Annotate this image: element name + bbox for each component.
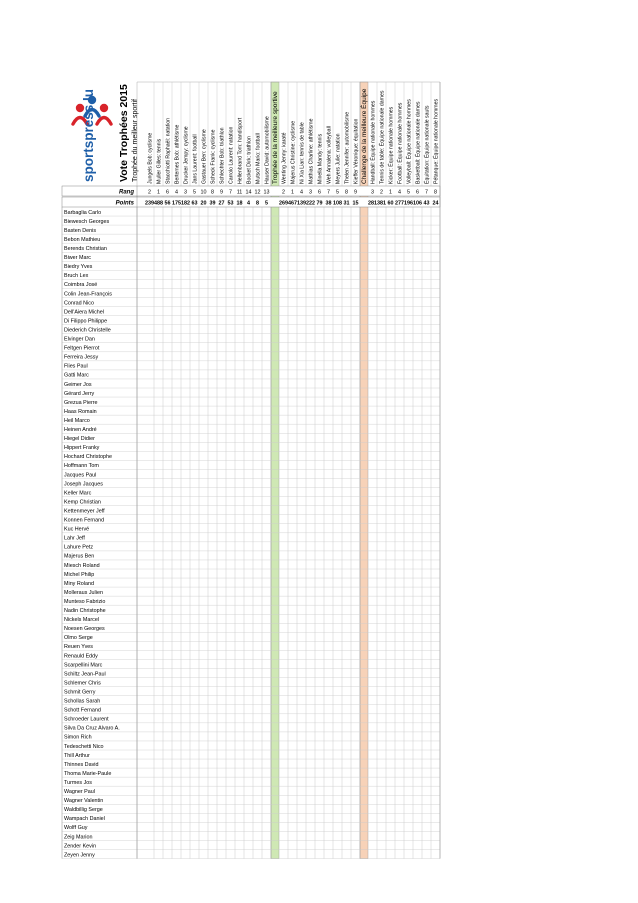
voter-name: Olmo Serge: [64, 635, 93, 642]
voter-name: Thoma Marie-Paule: [64, 770, 112, 777]
voter-name: Munteso Fabrizio: [64, 598, 106, 605]
voter-name: Biwer Marc: [64, 255, 91, 262]
voter-name: Hiegel Didier: [64, 436, 95, 443]
candidate-header-wrap: [309, 118, 315, 184]
rang-value: 6: [416, 189, 419, 196]
rang-label: Rang: [119, 189, 134, 196]
candidate-header-wrap: [424, 105, 431, 184]
candidate-header: Meyers Julie: natation: [335, 133, 342, 184]
candidate-header: Thelen Jennifer: automobilisme: [344, 111, 351, 184]
voter-name: Jacques Paul: [64, 472, 97, 479]
voter-name: Wolff Guy: [64, 825, 88, 832]
candidate-header-wrap: [354, 119, 360, 184]
candidate-header-wrap: [415, 101, 422, 184]
section-label-wrap: [359, 88, 368, 184]
voter-name: Gatti Marc: [64, 372, 89, 379]
voter-name: Feltgen Pierrot: [64, 345, 100, 352]
points-value: 175: [172, 200, 181, 207]
section-label: Trophée de la meilleure sportive: [272, 91, 280, 184]
candidate-header: Gastauer Ben: cyclisme: [201, 129, 208, 184]
voter-name: Gérard Jerry: [64, 390, 95, 397]
candidate-header-wrap: [193, 134, 199, 184]
points-value: 5: [265, 200, 268, 207]
candidate-header-wrap: [157, 138, 163, 184]
voter-name: Molleraus Julien: [64, 589, 103, 596]
voter-name: Scarpellini Marc: [64, 662, 103, 669]
voter-name: Waldbillig Serge: [64, 807, 103, 814]
voter-name: Schmit Gerry: [64, 689, 96, 696]
rang-value: 11: [236, 189, 243, 196]
candidate-header: Football: Équipe nationale hommes: [397, 102, 404, 184]
points-value: 24: [432, 200, 439, 207]
brand-text: sportspress.lu: [81, 88, 96, 182]
voter-name: Bebon Mathieu: [64, 236, 101, 243]
candidate-header: Mutsch Mario: football: [255, 133, 262, 184]
candidate-header-wrap: [433, 99, 440, 184]
candidate-header: Basketball: Équipe nationale dames: [415, 101, 422, 184]
voter-name: Coimbra José: [64, 282, 98, 289]
candidate-header: Mathias Charline: athlétisme: [308, 118, 315, 184]
points-value: 381: [377, 200, 386, 207]
candidate-header: Muller Gilles: tennis: [156, 138, 163, 184]
candidate-header: Kicker: Équipe nationale hommes: [388, 106, 395, 184]
voter-name: Noesen Georges: [64, 626, 105, 633]
rang-value: 3: [371, 189, 374, 196]
voter-name: Berends Christian: [64, 246, 107, 252]
points-value: 15: [352, 200, 359, 207]
points-value: 38: [325, 200, 332, 207]
voter-name: Reuen Yves: [64, 644, 93, 651]
voter-name: Basten Denis: [64, 227, 97, 234]
voter-name: Silva Da Cruz Alvaro A.: [64, 725, 120, 732]
voter-name: Lahure Petz: [64, 544, 94, 551]
points-value: 269: [279, 200, 288, 207]
rang-value: 6: [166, 189, 169, 196]
voter-name: Joseph Jacques: [64, 481, 103, 488]
candidate-header: Ni Xia Lian: tennis de table: [299, 122, 306, 184]
logo-figure-head: [100, 104, 108, 112]
voter-name: Keller Marc: [64, 490, 92, 497]
candidate-header-wrap: [229, 126, 235, 184]
voter-name: Bruch Lex: [64, 273, 89, 280]
voter-name: Schiltz Jean-Paul: [64, 671, 106, 678]
candidate-header-wrap: [220, 127, 226, 184]
rang-value: 6: [318, 189, 321, 196]
candidate-header-wrap: [247, 136, 253, 184]
voter-name: Geimer Jos: [64, 381, 92, 388]
points-value: 60: [387, 200, 394, 207]
voter-name: Grezua Pierre: [64, 399, 98, 406]
points-value: 39: [209, 200, 216, 207]
candidate-header-wrap: [175, 124, 181, 184]
voter-name: Schollas Sarah: [64, 698, 101, 705]
voter-name: Zeig Marion: [64, 834, 93, 841]
voter-name: Nadin Christophe: [64, 608, 106, 614]
rang-value: 7: [327, 189, 330, 196]
candidate-header: Minella Mandy: tennis: [317, 133, 324, 184]
candidate-header-wrap: [379, 90, 386, 184]
voter-name: Schroeder Laurent: [64, 716, 109, 723]
candidate-header: Scheck Frank: cyclisme: [210, 129, 217, 184]
voter-name: Konnen Fernand: [64, 517, 105, 524]
logo-figure-body: [97, 118, 111, 125]
candidate-header: Équitation: Équipe nationale sauts: [424, 105, 431, 184]
rang-value: 9: [220, 189, 223, 196]
rang-value: 1: [157, 189, 160, 196]
rang-value: 3: [309, 189, 312, 196]
voter-name: Dell'Aiera Michel: [64, 309, 104, 316]
rang-value: 8: [211, 189, 214, 196]
candidate-header: Jans Laurent: football: [192, 134, 199, 184]
rang-value: 14: [245, 189, 252, 196]
voter-name: Biewesch Georges: [64, 218, 110, 225]
points-value: 196: [404, 200, 413, 207]
voter-name: Kemp Christian: [64, 499, 101, 506]
voter-name: Nickels Marcel: [64, 617, 100, 624]
rang-value: 4: [175, 189, 178, 196]
rang-value: 8: [434, 189, 437, 196]
rang-value: 4: [300, 189, 303, 196]
points-value: 239: [145, 200, 154, 207]
points-value: 53: [227, 200, 234, 207]
candidate-header: Hauser David: automobilisme: [264, 116, 271, 184]
candidate-header-wrap: [327, 126, 333, 184]
voter-name: Schott Fernand: [64, 707, 101, 714]
brand-wordmark: [81, 89, 96, 182]
voter-name: Lahr Jeff: [64, 535, 85, 542]
voter-name: Michel Philip: [64, 571, 95, 578]
rang-value: 7: [229, 189, 232, 196]
points-value: 281: [368, 200, 377, 207]
points-value: 277: [395, 200, 404, 207]
candidate-header-wrap: [184, 126, 190, 184]
points-value: 182: [181, 200, 190, 207]
candidate-header: Kieffer Véronique: équitation: [353, 118, 360, 184]
voter-name: Conrad Nico: [64, 300, 94, 307]
points-value: 79: [316, 200, 323, 207]
candidate-header: Bocket Dirk: triathlon: [246, 136, 253, 184]
section-label: Challenge de la meilleure Équipe: [361, 88, 369, 184]
rang-value: 12: [254, 189, 261, 196]
voter-name: Wagner Valentin: [64, 798, 104, 805]
candidate-header-wrap: [202, 129, 208, 184]
candidate-header-wrap: [397, 102, 404, 184]
voter-name: Haas Romain: [64, 408, 97, 415]
points-value: 20: [200, 200, 207, 207]
points-value: 4: [247, 200, 250, 207]
voter-name: Ferreira Jessy: [64, 354, 99, 361]
rang-value: 2: [148, 189, 151, 196]
candidate-header-wrap: [265, 116, 271, 184]
voter-name: Di Filippo Philippe: [64, 318, 108, 325]
voter-name: Miny Roland: [64, 580, 94, 587]
voter-name: Zeyen Jenny: [64, 852, 95, 859]
points-value: 18: [236, 200, 243, 207]
candidate-header: Bertemes Bob: athlétisme: [174, 124, 181, 184]
rang-value: 2: [380, 189, 383, 196]
voter-name: Biedry Yves: [64, 264, 93, 271]
points-value: 139: [297, 200, 306, 207]
voter-name: Thill Arthur: [64, 752, 90, 759]
points-value: 108: [333, 200, 342, 207]
candidate-header: Tennis de table: Équipe nationale dames: [379, 90, 386, 184]
voter-name: Majerus Ben: [64, 553, 95, 560]
candidate-header-wrap: [166, 118, 172, 184]
voter-name: Hoffmann Tom: [64, 463, 99, 470]
candidate-header: Hellenbrand Tom: handisport: [237, 117, 244, 184]
candidate-header-wrap: [388, 106, 395, 184]
candidate-header: Carrolo Laurent: natation: [228, 126, 235, 184]
voter-name: Colin Jean-François: [64, 291, 112, 298]
section-label-sportif: Trophée du meilleur sportif: [132, 98, 139, 182]
voter-name: Simon Rich: [64, 734, 92, 741]
points-value: 106: [413, 200, 422, 207]
candidate-header: Weh Annalena: volleyball: [326, 126, 333, 184]
voter-name: Tedeschetti Nico: [64, 743, 104, 750]
candidate-header: Volleyball: Équipe nationale hommes: [406, 99, 413, 184]
voter-name: Barbaglia Carlo: [64, 209, 102, 216]
candidate-header-wrap: [238, 117, 244, 184]
points-value: 467: [288, 200, 297, 207]
voter-name: Wampach Daniel: [64, 816, 105, 823]
candidate-header-wrap: [345, 112, 351, 184]
rang-value: 9: [354, 189, 357, 196]
candidate-header: Stacchiotti Raphaël: natation: [165, 117, 172, 184]
voter-name: Heinen André: [64, 427, 97, 433]
candidate-header: Drucker Jempy: cyclisme: [183, 126, 190, 184]
voter-name: Miesch Roland: [64, 562, 100, 569]
section-subtitle-wrap: [132, 99, 139, 182]
candidate-header-wrap: [318, 133, 324, 184]
rang-value: 8: [345, 189, 348, 196]
points-value: 56: [164, 200, 171, 207]
candidate-header-wrap: [282, 132, 288, 184]
points-value: 31: [343, 200, 350, 207]
voter-name: Zender Kevin: [64, 843, 97, 850]
rang-value: 1: [291, 189, 294, 196]
points-label: Points: [115, 200, 134, 207]
points-value: 488: [154, 200, 163, 207]
candidate-header-wrap: [148, 133, 154, 184]
voter-name: Diederich Christelle: [64, 327, 111, 334]
candidate-header-wrap: [406, 99, 413, 184]
candidate-header: Majerus Christine: cyclisme: [290, 120, 297, 184]
points-value: 222: [306, 200, 315, 207]
candidate-header-wrap: [211, 129, 217, 184]
points-value: 63: [191, 200, 198, 207]
voter-name: Kuc Hervé: [64, 526, 90, 533]
voter-name: Turmes Jos: [64, 779, 92, 786]
voter-name: Heil Marco: [64, 417, 90, 424]
points-value: 8: [256, 200, 259, 207]
candidate-header: Handball: Équipe nationale hommes: [370, 100, 377, 184]
rang-value: 5: [336, 189, 339, 196]
rang-value: 5: [407, 189, 410, 196]
rang-value: 3: [184, 189, 187, 196]
rang-value: 7: [425, 189, 428, 196]
candidate-header: Schlechter Bob: triathlon: [219, 127, 226, 184]
candidate-header-wrap: [256, 133, 262, 184]
candidate-header-wrap: [300, 122, 306, 184]
points-value: 27: [218, 200, 225, 207]
candidate-header: Pétanque: Équipe nationale hommes: [433, 98, 440, 184]
rang-value: 13: [263, 189, 270, 196]
candidate-header-wrap: [370, 100, 377, 184]
rang-value: 1: [389, 189, 392, 196]
candidate-header: Wenting Jenny: karaté: [281, 132, 288, 184]
voter-name: Hippert Franky: [64, 445, 100, 452]
voter-name: Elvinger Dan: [64, 336, 95, 343]
candidate-header-wrap: [291, 121, 297, 184]
points-value: 43: [423, 200, 430, 207]
voter-name: Schlemer Chris: [64, 680, 101, 687]
page-title: Vote Trophées 2015: [118, 84, 130, 182]
voter-name: Thinnes David: [64, 761, 99, 768]
rang-value: 10: [200, 189, 207, 196]
voter-name: Renauld Eddy: [64, 653, 98, 660]
page-title-wrap: [118, 84, 130, 182]
rang-value: 5: [193, 189, 196, 196]
voter-name: Hochard Christophe: [64, 454, 112, 461]
voter-name: Kettenmeyer Jeff: [64, 508, 105, 515]
rang-value: 2: [282, 189, 285, 196]
candidate-header-wrap: [336, 133, 342, 184]
candidate-header: Jungels Bob: cyclisme: [147, 132, 154, 184]
section-label-wrap: [272, 91, 279, 184]
voter-name: Wagner Paul: [64, 789, 95, 795]
rang-value: 4: [398, 189, 401, 196]
voter-name: Flies Paul: [64, 363, 88, 370]
